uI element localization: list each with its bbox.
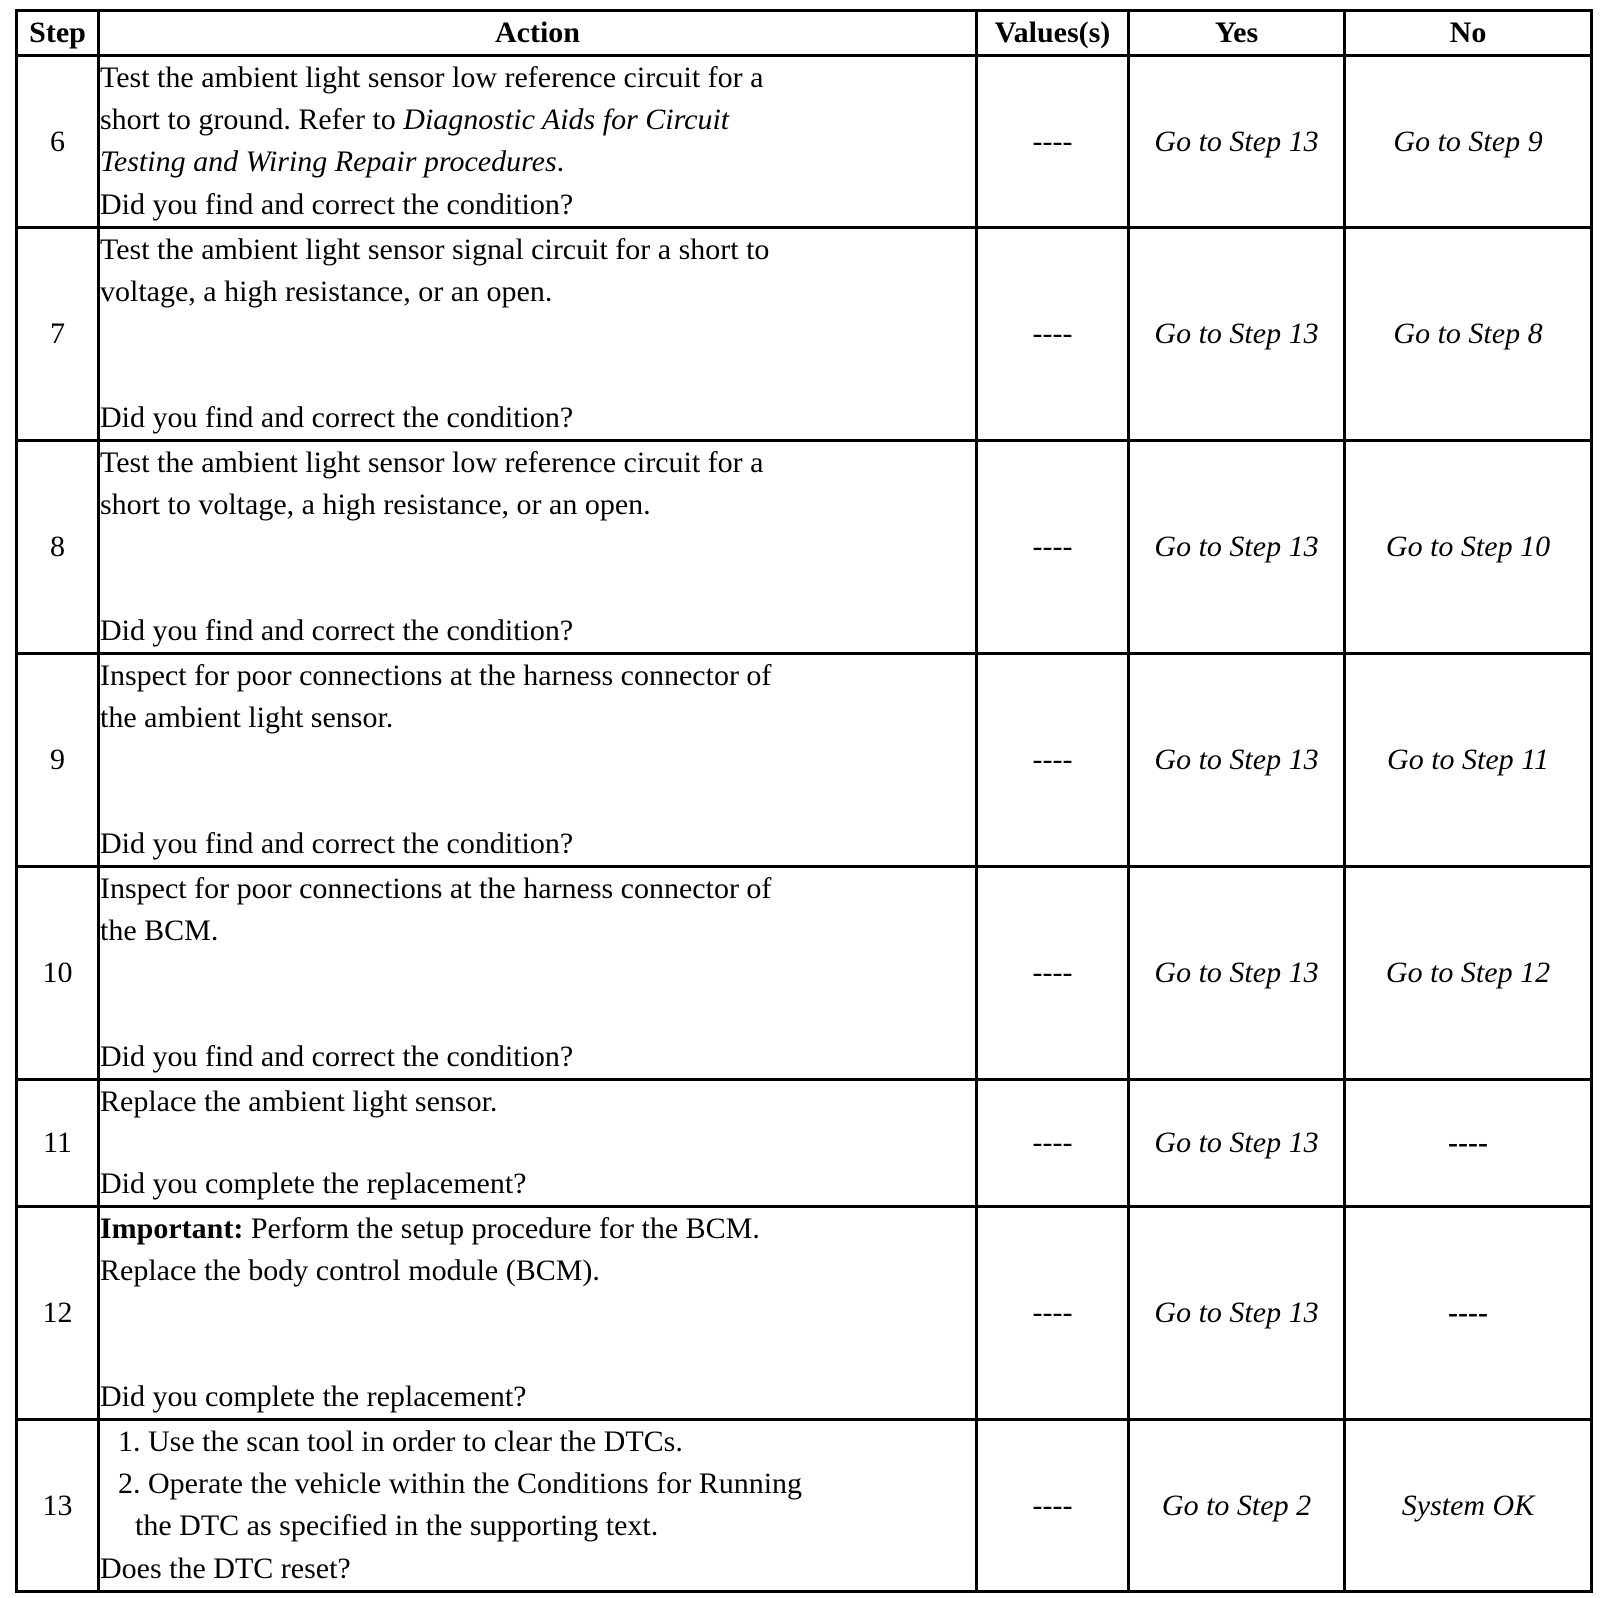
action-question: Did you find and correct the condition? xyxy=(100,826,574,860)
list-item: 2. Operate the vehicle within the Conditions for Running xyxy=(118,1467,803,1501)
yes-cell: Go to Step 13 xyxy=(1129,1079,1345,1207)
action-cell xyxy=(99,56,977,228)
action-line: Test the ambient light sensor low reference circuit for a xyxy=(100,61,764,95)
yes-cell: Go to Step 13 xyxy=(1129,56,1345,228)
step-number: 10 xyxy=(17,866,99,1079)
action-cell xyxy=(99,866,977,1079)
yes-cell: Go to Step 13 xyxy=(1129,866,1345,1079)
action-cell xyxy=(99,1420,977,1592)
value-cell: ---- xyxy=(977,56,1129,228)
important-label: Important: xyxy=(100,1212,244,1246)
step-number: 11 xyxy=(17,1079,99,1207)
action-line: Replace the ambient light sensor. xyxy=(100,1084,498,1118)
action-line xyxy=(100,141,975,183)
action-line: Test the ambient light sensor signal circuit for a short to xyxy=(100,232,770,266)
action-cell xyxy=(99,440,977,653)
action-cell xyxy=(99,1079,977,1207)
value-cell: ---- xyxy=(977,440,1129,653)
action-line: Inspect for poor connections at the harness connector of xyxy=(100,871,772,905)
table-row xyxy=(17,56,1592,228)
action-line: Inspect for poor connections at the harness connector of xyxy=(100,658,772,692)
step-number: 7 xyxy=(17,227,99,440)
action-line: Test the ambient light sensor low reference circuit for a xyxy=(100,445,764,479)
no-cell: Go to Step 9 xyxy=(1345,56,1592,228)
action-line: the ambient light sensor. xyxy=(100,700,394,734)
step-number: 9 xyxy=(17,653,99,866)
action-question: Did you find and correct the condition? xyxy=(100,400,574,434)
action-text: short to ground. Refer to xyxy=(100,103,404,137)
header-step: Step xyxy=(17,11,99,56)
no-cell: Go to Step 8 xyxy=(1345,227,1592,440)
no-cell: ---- xyxy=(1345,1207,1592,1420)
yes-cell: Go to Step 13 xyxy=(1129,440,1345,653)
list-item-continuation: the DTC as specified in the supporting text. xyxy=(135,1509,659,1543)
reference-link: Diagnostic Aids for Circuit xyxy=(403,103,730,137)
value-cell: ---- xyxy=(977,653,1129,866)
action-question: Does the DTC reset? xyxy=(100,1552,351,1585)
table-row xyxy=(17,440,1592,653)
step-number: 13 xyxy=(17,1420,99,1592)
value-cell: ---- xyxy=(977,866,1129,1079)
action-line xyxy=(100,1208,975,1250)
yes-cell: Go to Step 13 xyxy=(1129,1207,1345,1420)
table-row xyxy=(17,227,1592,440)
list-item: 1. Use the scan tool in order to clear the DTCs. xyxy=(118,1425,683,1459)
no-cell: ---- xyxy=(1345,1079,1592,1207)
header-row xyxy=(17,11,1592,56)
no-cell: System OK xyxy=(1345,1420,1592,1592)
header-action: Action xyxy=(99,11,977,56)
action-line: voltage, a high resistance, or an open. xyxy=(100,274,553,308)
table-row xyxy=(17,653,1592,866)
table-row xyxy=(17,1079,1592,1207)
step-number: 12 xyxy=(17,1207,99,1420)
yes-cell: Go to Step 13 xyxy=(1129,227,1345,440)
no-cell: Go to Step 11 xyxy=(1345,653,1592,866)
action-text: Perform the setup procedure for the BCM. xyxy=(243,1212,760,1246)
step-number: 8 xyxy=(17,440,99,653)
value-cell: ---- xyxy=(977,1079,1129,1207)
action-line: Replace the body control module (BCM). xyxy=(100,1254,600,1288)
reference-link: Testing and Wiring Repair procedures xyxy=(100,145,557,179)
yes-cell: Go to Step 13 xyxy=(1129,653,1345,866)
no-cell: Go to Step 12 xyxy=(1345,866,1592,1079)
action-cell xyxy=(99,653,977,866)
value-cell: ---- xyxy=(977,227,1129,440)
action-text: . xyxy=(556,145,565,179)
table-row xyxy=(17,866,1592,1079)
action-question: Did you find and correct the condition? xyxy=(100,1039,574,1073)
action-question: Did you find and correct the condition? xyxy=(100,613,574,647)
diagnostic-table xyxy=(15,9,1593,1593)
table-row xyxy=(17,1207,1592,1420)
header-no: No xyxy=(1345,11,1592,56)
action-line: short to voltage, a high resistance, or an open. xyxy=(100,487,651,521)
yes-cell: Go to Step 2 xyxy=(1129,1420,1345,1592)
action-question: Did you complete the replacement? xyxy=(100,1167,527,1201)
no-cell: Go to Step 10 xyxy=(1345,440,1592,653)
action-line: the BCM. xyxy=(100,913,219,947)
table-row xyxy=(17,1420,1592,1592)
action-cell xyxy=(99,227,977,440)
value-cell: ---- xyxy=(977,1207,1129,1420)
action-cell xyxy=(99,1207,977,1420)
value-cell: ---- xyxy=(977,1420,1129,1592)
step-number: 6 xyxy=(17,56,99,228)
header-values: Values(s) xyxy=(977,11,1129,56)
action-question: Did you complete the replacement? xyxy=(100,1380,527,1414)
action-line xyxy=(100,99,975,141)
action-question: Did you find and correct the condition? xyxy=(100,187,574,221)
header-yes: Yes xyxy=(1129,11,1345,56)
